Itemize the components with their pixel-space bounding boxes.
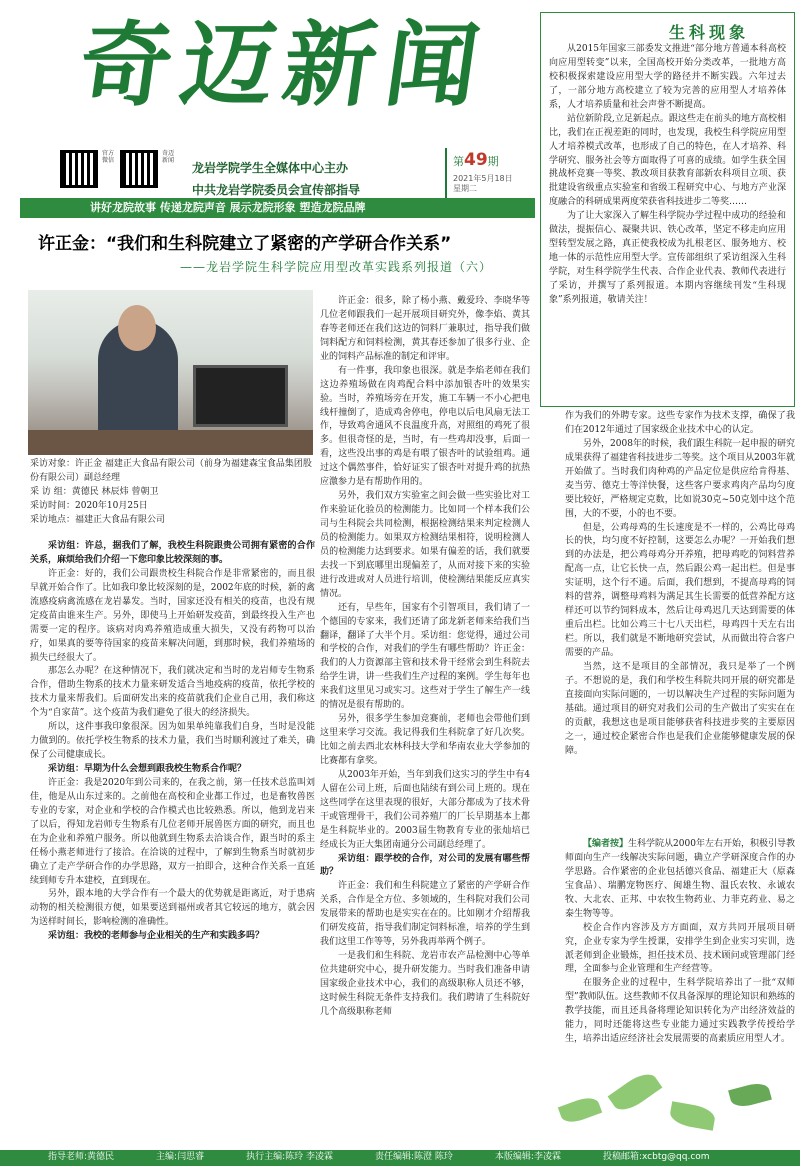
photo-monitor [193,365,288,427]
paragraph: 从2003年开始，当年到我们这实习的学生中有4人留在公司上班，后面也陆续有到公司上班的。现在这些同学在这里表现的很好，大部分都成为了技术骨干或管理骨干，我们公司养殖厂的厂长早期基本上都是生科院毕业的。2003届生物教育专业的张灿培已经成长为正大集团南通分公司副总经理了。 [320,769,530,850]
article-column-b [320,295,530,1020]
sidebar-paragraph: 从2015年国家三部委发文推进“部分地方普通本科高校向应用型转变”以来，全国高校开始分类改革，一批地方高校积极探索建设应用型大学的路径并不断实践。六年过去了，一部分地方高校建立了较为完善的应用型人才培养体系，人才培养质量和社会声誉不断提高。 [549,44,786,110]
footer-chief-editor: 主编:闫思睿 [156,1152,205,1163]
paragraph: 许正金：我们和生科院建立了紧密的产学研合作关系，合作是全方位、多领域的，生科院对我们公司发展带来的帮助也是实实在在的。比如刚才介绍帮我们研发疫苗，指导我们制定饲料标准，培养的学生到我们这里工作等等，另外我再举两个例子。 [320,881,530,948]
slogan-bar: 讲好龙院故事 传递龙院声音 展示龙院形象 塑造龙院品牌 [20,198,535,218]
sidebar-paragraph: 站位新阶段,立足新起点。跟这些走在前头的地方高校相比，我们在正视差距的同时，也发现，我校生科学院应用型人才培养模式改革，也形成了自己的特色，在人才培养、科学研究、服务社会等方面取得了可喜的成绩。如学生获全国挑战杯竞赛一等奖、教改项目获教育部新农科项目立项、获批建设省级重点实验室和省级工程研究中心、与地方产业深度融合的科研成果两度荣获省科技进步二等奖…… [549,113,786,208]
paragraph: 另外，我们双方实验室之间会做一些实验比对工作来验证化验员的检测能力。比如同一个样本我们公司与生科院会共同检测，根据检测结果来判定检测人员的检测能力。如果双方检测结果相符，说明检测人员的检测能力达到要求。如果有偏差的话，我们就要去找一下到底哪里出现偏差了，从而对接下来的实验进行改进或对人员进行培训，使检测结果能反应真实情况。 [320,491,530,599]
footer-page-editor: 本版编辑:李凌霖 [494,1152,561,1163]
footer-advisor: 指导老师:黄德民 [48,1152,115,1163]
leaf-icon [608,1068,663,1116]
paragraph: 许正金：很多，除了杨小燕、戴爱玲、李晓华等几位老师跟我们一起开展项目研究外，像李焰、黄其春等老师还在我们这边的饲料厂兼职过，指导我们做饲料配方和饲料检测，黄其春还参加了很多行业、企业的饲料产品标准的制定和评审。 [320,296,530,362]
issue-prefix: 第 [453,155,464,168]
editor-note-paragraph: 生科学院从2000年左右开始，积极引导教师面向生产一线解决实际问题，确立产学研深度合作的办学思路。合作紧密的企业包括德兴食品、福建正大（原森宝食品）、瑞鹏宠物医疗、闽雄生物、温氏农牧、永诚农牧、大北农、正邦、中农牧生物药业、力菲克药业、易之泰生物等等。 [565,839,795,919]
paragraph: 另外，跟本地的大学合作有一个最大的优势就是距离近，对于患病动物的相关检测很方便，如果要送到福州或者其它较远的地方，就会因为送样时间长，影响检测的准确性。 [30,889,315,928]
paragraph: 一是我们和生科院、龙岩市农产品检测中心等单位共建研究中心，提升研发能力。当时我们准备申请国家级企业技术中心，我们的高级职称人员还不够，这时候生科院无条件支持我们。我们聘请了生科院好几个高级职称老师 [320,951,530,1017]
sponsor-lines [192,158,360,201]
paragraph: 所以，这件事我印象很深。因为如果单纯靠我们自身，当时是没能力做到的。依托学校生物系的技术力量，我们当时顺利渡过了难关，确保了公司健康成长。 [30,722,315,761]
interview-team: 采 访 组：黄德民 林辰炜 曾朝卫 [30,486,159,497]
leaf-icon [558,1094,602,1126]
footer-exec-editor: 执行主编:陈玲 李凌霖 [246,1152,333,1163]
leaf-icon [668,1101,716,1130]
qr-code-news[interactable] [120,150,158,188]
interview-object: 采访对象：许正金 福建正大食品有限公司（前身为福建森宝食品集团股份有限公司）副总经理 [30,459,312,483]
paragraph: 另外，很多学生参加竞赛前，老师也会带他们到这里来学习交流。我记得我们生科院拿了好几次奖。比如之前去西北农林科技大学和华南农业大学参加的比赛都有拿奖。 [320,714,530,766]
footer-bar [0,1150,800,1166]
sidebar-heading: 生科现象 [668,23,749,42]
sidebar-paragraph: 为了让大家深入了解生科学院办学过程中成功的经验和做法，提振信心、凝聚共识、铁心改革，坚定不移走向应用型转型发展之路，真正使我校成为扎根老区、服务地方、校地一体的示范性应用型大学。宣传部组织了采访组深入生科学院，对生科学院学生代表、合作企业代表、教师代表进行了采访，并撰写了系列报道。本期内容继续刊发“生科现象”系列报道，敬请关注！ [549,211,786,305]
qr-code-wechat[interactable] [60,150,98,188]
paragraph: 采访组：许总，据我们了解，我校生科院跟贵公司拥有紧密的合作关系，麻烦给我们介绍一下您印象比较深刻的事。 [30,541,315,565]
paragraph: 当然，这不是项目的全部情况，我只是举了一个例子。不想说的是，我们和学校生科院共同开展的研究都是直接面向实际问题的，一切以解决生产过程的实际问题为基础。通过项目的研究对我们公司的生产做出了实实在在的贡献，我想这也是项目能够获省科技进步奖的主要原因之一，通过校企紧密合作也是我们企业能够健康发展的保障。 [565,661,795,756]
paragraph: 作为我们的外聘专家。这些专家作为技术支撑，确保了我们在2012年通过了国家级企业技术中心的认定。 [565,411,795,435]
paragraph: 采访组：我校的老师参与企业相关的生产和实践多吗？ [48,931,265,942]
interview-info [30,458,315,528]
interview-photo [28,290,313,455]
photo-head [118,305,156,351]
paragraph: 采访组：早期为什么会想到跟我校生物系合作呢？ [48,764,247,774]
paragraph: 那怎么办呢？在这种情况下，我们就决定和当时的龙岩师专生物系合作，借助生物系的技术力量来研发适合当地疫病的疫苗，依托学校的技术力量来帮我们。后面研发出来的疫苗就我们企业自己用，我们称这个为“自家苗”。这个疫苗为我们避免了很大的经济损失。 [30,666,315,719]
paragraph: 但是，公鸡母鸡的生长速度是不一样的，公鸡比母鸡长的快，均匀度不好控制，这要怎么办呢？一开始我们想到的办法是，把公鸡母鸡分开养殖，把母鸡吃的饲料营养配高一点，让它长快一点，然后跟公鸡一起出栏。但是事实证明，这个行不通。后面，我们想到，不提高母鸡的饲料的营养，调整母鸡料为满足其生长需要的低营养配方这样还可以节约饲料成本，然后让母鸡迟几天达到需要的体重后出栏。比如公鸡三十七八天出栏，母鸡四十天左右出栏。所以，我们就是不断地研究尝试，从而做出符合客户需要的产品。 [565,522,795,658]
leaf-decoration [540,1060,795,1140]
sponsor-line-2: 中共龙岩学院委员会宣传部指导 [192,182,361,197]
qr2-label: 奇迈新闻 [162,150,175,165]
article-title: 许正金：“我们和生科院建立了紧密的产学研合作关系” [38,234,452,254]
issue-box [445,148,515,198]
paragraph: 许正金：我是2020年到公司来的，在我之前，第一任技术总监叫刘佳，他是从山东过来的。之前他在高校和企业都工作过，也是畜牧兽医专业的专家，对企业和学校的合作模式也比较熟悉。所以，他到龙岩来了以后，得知龙岩师专生物系有几位老师开展兽医方面的研究，而且也在为企业和养殖户服务。所以他就到生物系去洽谈合作，跟当时的系主任杨小燕老师进行了接洽。在洽谈的过程中，了解到生物系当时就初步确立了走产学研合作的办学思路，双方一拍即合，这种合作关系一直延续到师专升本建校，直到现在。 [30,777,315,886]
masthead-title: 奇迈新闻 [72,11,496,119]
issue-number-value: 49 [464,150,488,170]
sidebar-box [540,12,795,407]
editor-note-paragraph: 校企合作内容涉及方方面面，双方共同开展项目研究，企业专家为学生授课，安排学生到企业实习实训，选派老师到企业锻炼，担任技术员、技术顾问或管理部门经理，全面参与企业管理和生产经营等。 [565,922,795,975]
sponsor-line-1: 龙岩学院学生全媒体中心主办 [192,161,349,175]
footer-email[interactable]: 投稿邮箱:xcbtg@qq.com [602,1152,710,1163]
issue-weekday: 星期二 [453,183,477,193]
paragraph: 采访组：跟学校的合作，对公司的发展有哪些帮助？ [320,853,530,878]
editor-note [565,838,795,1047]
paragraph: 有一件事，我印象也很深。就是李焰老师在我们这边养殖场做在肉鸡配合料中添加银杏叶的效果实验。当时，养殖场旁在开发，施工车辆一不小心把电线杆撞倒了，造成鸡舍停电，停电以后电风扇无法工作，导致鸡舍通风不良温度升高，对照组的鸡死了很多。但很奇怪的是，当时，有一些鸡却没事，后面一看，这些没出事的鸡是有喂了银杏叶的试验组鸡。通过这个偶然事件，恰好证实了银杏叶对提升鸡的抗热应激参力是有帮助作用的。 [320,365,530,488]
qr1-label: 官方微信 [102,150,115,165]
issue-suffix: 期 [487,155,499,168]
leaf-icon [728,1080,772,1110]
article-column-a [30,540,315,944]
issue-date: 2021年5月18日 [453,173,513,183]
editor-note-tag: 【编者按】 [583,839,629,849]
editor-note-paragraph: 在服务企业的过程中，生科学院培养出了一批“双师型”教师队伍。这些教师不仅具备深厚的理论知识和熟练的教学技能，而且还具备将理论知识转化为产出经济效益的能力，同时还能将这些专业能力通过实践教学传授给学生，培养出适应经济社会发展需要的高素质应用型人才。 [565,978,795,1045]
interview-time: 采访时间：2020年10月25日 [30,500,148,511]
article-column-c [565,410,795,758]
issue-number [453,148,515,174]
interview-place: 采访地点：福建正大食品有限公司 [30,514,166,525]
photo-desk [28,430,313,455]
paragraph: 另外，2008年的时候，我们跟生科院一起申报的研究成果获得了福建省科技进步二等奖。这个项目从2003年就开始做了。当时我们肉种鸡的产品定位是供应给肯得基、麦当劳、德克士等洋快餐，这些客户要求鸡肉产品均匀度要比较好，严格规定克数，比如说30克~50克划中这个范围，大的不要，小的也不要。 [565,438,795,519]
paragraph: 许正金：好的，我们公司跟贵校生科院合作是非常紧密的，而且很早就开始合作了。比如我印象比较深刻的是，2002年底的时候，新的禽流感疫病禽流感在龙岩暴发。当时，国家还没有相关的疫苗，也没有规定疫苗由谁来生产。另外，即使马上开始研发疫苗，到最终投入生产也需要一定的程序。该病对肉鸡养殖造成重大损失，又没有药物可以治疗，如果真的要等待国家的疫苗来解决问题，到那时候，我们养殖场的损失已经很大了。 [30,568,315,663]
footer-responsible-editor: 责任编辑:陈澄 陈玲 [375,1152,453,1163]
masthead [20,10,535,240]
paragraph: 还有，早些年，国家有个引智项目，我们请了一个德国的专家来，我们还请了邱龙新老师来给我们当翻译，翻译了大半个月。采访组：您觉得，通过公司和学校的合作，对我们的学生有哪些帮助？许正金：我们的人力资源部主管和技术骨干经常会到生科院去给学生讲，讲一些我们生产过程的案例。学生每年也来我们这里见习或实习。这些对于学生了解生产一线的情况是很有帮助的。 [320,602,530,711]
article-subtitle: ——龙岩学院生科学院应用型改革实践系列报道（六） [180,260,493,274]
